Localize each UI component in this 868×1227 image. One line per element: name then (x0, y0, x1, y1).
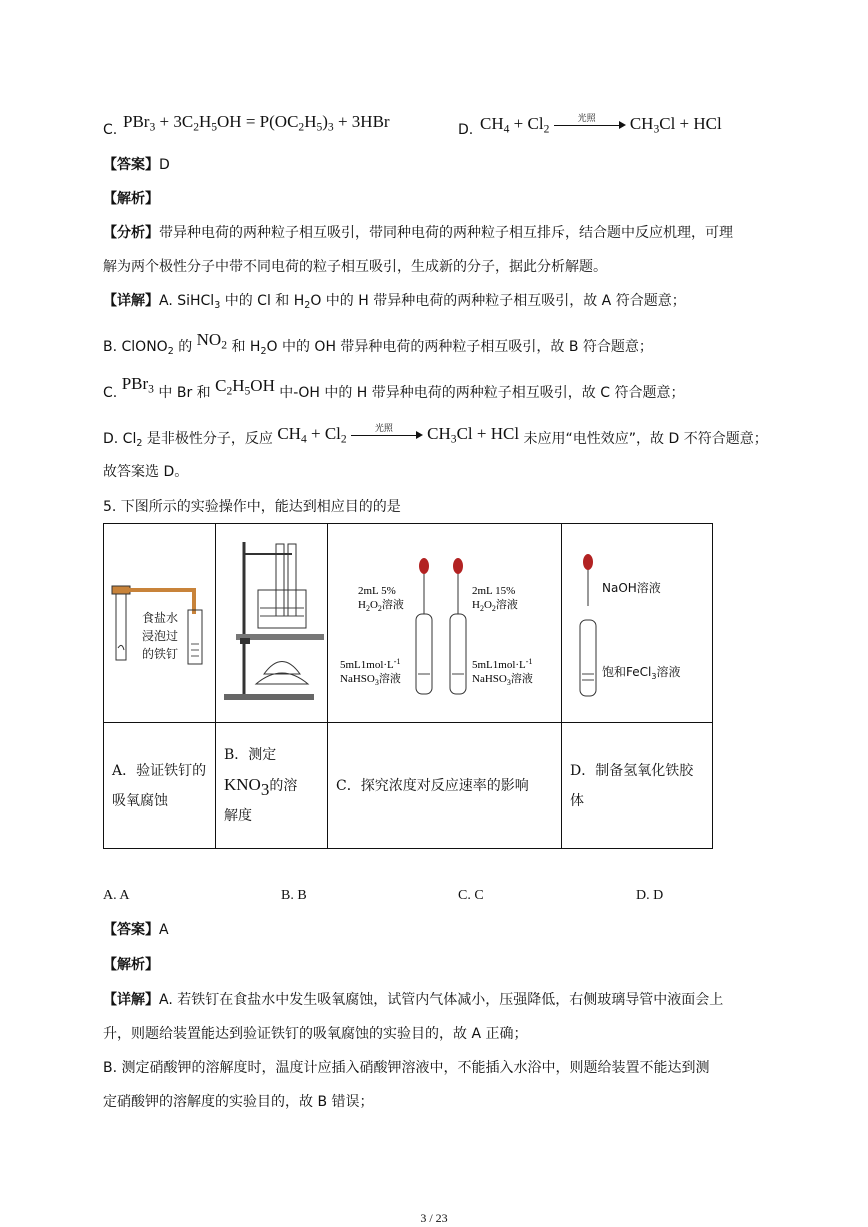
q4-detail-c: C. PBr$_3$ 中 Br 和 $C_2H_5OH$ 中-OH 中的 H 带异种电荷的两种粒子相互吸引，故 C 符合题意； (103, 374, 685, 401)
q5-detail-a2: 升，则题给装置能达到验证铁钉的吸氧腐蚀的实验目的，故 A 正确； (103, 1026, 528, 1042)
caption-d: D．制备氢氧化铁胶体 (562, 723, 713, 849)
figure-a-cell (104, 524, 216, 723)
q4-answer: 【答案】D (103, 157, 170, 173)
option-c-letter: C. (103, 122, 118, 138)
option-d-equation: $CH_4 + Cl_2$ 光照 $CH_3Cl$ + HCl (480, 114, 722, 136)
q5-detail-b1: B. 测定硝酸钾的溶解度时，温度计应插入硝酸钾溶液中，不能插入水浴中，则题给装置不能达到测 (103, 1060, 710, 1076)
caption-c: C．探究浓度对反应速率的影响 (328, 723, 562, 849)
q5-detail-a1: 【详解】A. 若铁钉在食盐水中发生吸氧腐蚀，试管内气体减小，压强降低，右侧玻璃导管中液面会上 (103, 992, 724, 1008)
option-b: B. B (281, 888, 307, 903)
svg-text:H2O2溶液: $H_2O_2$溶液 (358, 599, 404, 613)
caption-b: B．测定 $KNO_3$的溶 解度 (216, 723, 328, 849)
svg-text:5mL1mol·L-1: $5mL1mol\cdot L^{-1}$ (472, 657, 533, 671)
fig-b-water-bath-apparatus (216, 524, 327, 718)
svg-text:NaHSO3溶液: NaHSO$_3$溶液 (472, 673, 533, 687)
q4-analysis-label: 【解析】 (103, 191, 159, 207)
figure-d-cell (562, 524, 713, 723)
svg-text:NaHSO3溶液: NaHSO$_3$溶液 (340, 673, 401, 687)
option-c-equation: $PBr_3 + 3C_2H_5OH = P(OC_2H_5)_3 + 3HBr$ (123, 112, 390, 134)
fig-d-colloid-apparatus (562, 524, 712, 718)
svg-text:的铁钉: 的铁钉 (142, 647, 179, 661)
q4-conclusion: 故答案选 D。 (103, 464, 189, 480)
q4-detail-a: 【详解】A. SiHCl$_3$ 中的 Cl 和 $H_2O$ 中的 H 带异种电荷的两种粒子相互吸引，故 A 符合题意； (103, 293, 686, 311)
q4-fenxi-line2: 解为两个极性分子中带不同电荷的粒子相互吸引，生成新的分子，据此分析解题。 (103, 259, 607, 275)
figure-c-cell (328, 524, 562, 723)
q4-detail-b: B. ClONO$_2$ 的 $NO_2$ 和 $H_2O$ 中的 OH 带异种电荷的两种粒子相互吸引，故 B 符合题意； (103, 330, 653, 357)
option-c: C. C (458, 888, 484, 903)
option-d: D. D (636, 888, 664, 903)
svg-text:2mL 15%: 2mL 15% (472, 585, 516, 597)
option-a: A. A (103, 888, 130, 903)
svg-text:5mL1mol·L-1: $5mL1mol\cdot L^{-1}$ (340, 657, 401, 671)
page-number: 3 / 23 (420, 1211, 448, 1225)
fig-c-concentration-apparatus (328, 524, 561, 718)
fig-a-iron-nail-apparatus (104, 524, 215, 718)
reaction-arrow: 光照 (351, 428, 423, 442)
q5-stem: 5. 下图所示的实验操作中，能达到相应目的的是 (103, 499, 401, 515)
svg-text:食盐水: 食盐水 (142, 611, 179, 625)
svg-text:饱和FeCl3溶液: 饱和FeCl$_3$溶液 (602, 665, 681, 681)
figure-b-cell (216, 524, 328, 723)
q5-detail-b2: 定硝酸钾的溶解度的实验目的，故 B 错误； (103, 1094, 374, 1110)
svg-text:浸泡过: 浸泡过 (142, 629, 179, 643)
q5-analysis-label: 【解析】 (103, 957, 159, 973)
svg-text:2mL 5%: 2mL 5% (358, 585, 396, 597)
q4-detail-d: D. $Cl_2$ 是非极性分子，反应 $CH_4 + Cl_2$ 光照 $CH_3Cl$ + HCl 未应用“电性效应”，故 D 不符合题意； (103, 424, 768, 449)
experiment-table (103, 523, 713, 849)
reaction-arrow: 光照 (554, 118, 626, 132)
q5-answer: 【答案】A (103, 922, 169, 938)
option-d-letter: D. (458, 122, 474, 138)
q4-fenxi-line1: 【分析】带异种电荷的两种粒子相互吸引，带同种电荷的两种粒子相互排斥，结合题中反应机理，可理 (103, 225, 733, 241)
svg-text:NaOH溶液: NaOH溶液 (602, 581, 661, 595)
svg-text:H2O2溶液: $H_2O_2$溶液 (472, 599, 518, 613)
caption-a: A．验证铁钉的吸氧腐蚀 (104, 723, 216, 849)
